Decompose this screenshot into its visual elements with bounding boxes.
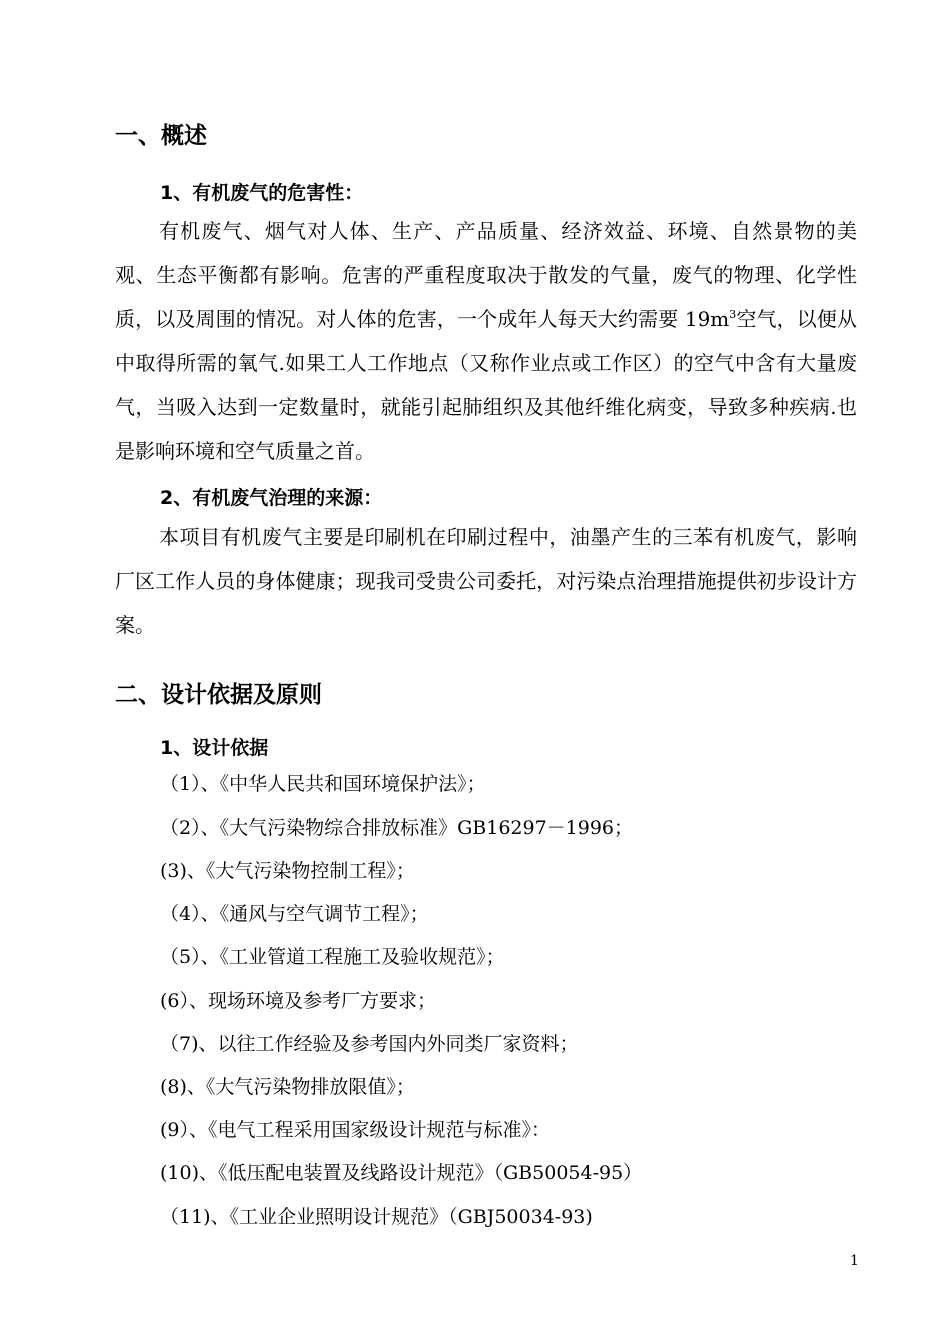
body-text-continued: 空气，以便从中取得所需的氧气.如果工人工作地点（又称作业点或工作区）的空气中含有大量废气，当吸入达到一定数量时，就能引起肺组织及其他纤维化病变，导致多种疾病.也是影响环境和空气质量之首。 [115,307,858,463]
basis-item-7: （7)、以往工作经验及参考国内外同类厂家资料； [160,1033,579,1055]
basis-item-2: （2）、《大气污染物综合排放标准》GB16297－1996； [160,817,634,839]
section-2-title: 二、设计依据及原则 [115,682,322,708]
subsection-1-2-title: 2、有机废气治理的来源： [160,487,383,509]
basis-item-8: (8)、《大气污染物排放限值》； [160,1076,415,1098]
subsection-1-2-body: 本项目有机废气主要是印刷机在印刷过程中，油墨产生的三苯有机废气，影响厂区工作人员的身体健康；现我司受贵公司委托，对污染点治理措施提供初步设计方案。 [115,525,857,637]
basis-item-3: (3)、《大气污染物控制工程》； [160,860,415,882]
body-text: 有机废气、烟气对人体、生产、产品质量、经济效益、环境、自然景物的美观、生态平衡都有影响。危害的严重程度取决于散发的气量，废气的物理、化学性质，以及周围的情况。对人体的危害，一个成年人每天大约需要 19m [115,219,857,331]
basis-item-11: （11)、《工业企业照明设计规范》（GBJ50034-93) [160,1206,593,1228]
basis-item-6: (6）、现场环境及参考厂方要求； [160,990,437,1012]
basis-item-5: （5）、《工业管道工程施工及验收规范》； [160,946,505,968]
subsection-2-1-title: 1、设计依据 [160,737,269,759]
basis-item-10: (10)、《低压配电装置及线路设计规范》（GB50054-95） [160,1162,643,1184]
page-number: 1 [850,1253,859,1269]
basis-item-1: （1）、《中华人民共和国环境保护法》； [160,773,486,795]
basis-item-4: （4）、《通风与空气调节工程》； [160,903,429,925]
section-1-title: 一、概述 [115,123,207,149]
basis-item-9: (9）、《电气工程采用国家级设计规范与标准》： [160,1119,551,1141]
subsection-1-1-title: 1、有机废气的危害性： [160,182,364,204]
superscript-3: 3 [729,308,737,321]
subsection-1-1-body [115,209,857,473]
